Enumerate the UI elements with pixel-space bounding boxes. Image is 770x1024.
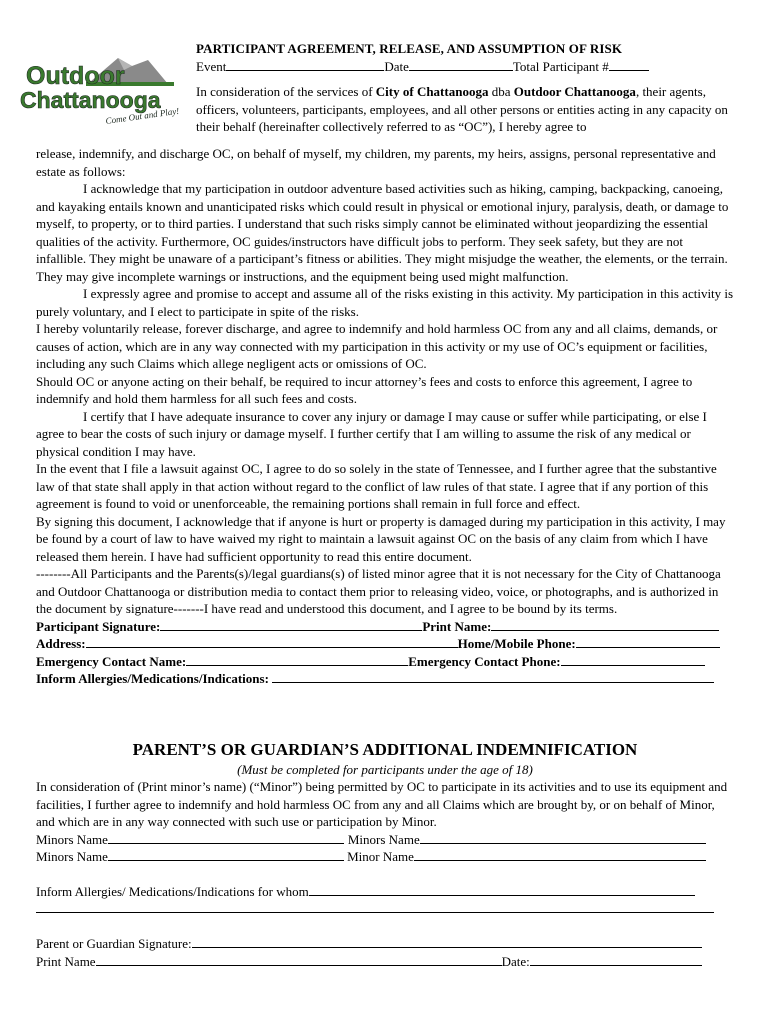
parent-signature-field[interactable] <box>192 935 702 948</box>
parent-signature-label: Parent or Guardian Signature: <box>36 936 192 951</box>
emergency-contact-phone-field[interactable] <box>561 653 705 666</box>
section2-allergies-extra-row <box>36 900 736 918</box>
lawsuit-paragraph: In the event that I file a lawsuit against OC, I agree to do so solely in the state of Tennessee, and I further agree that the substantive law of that state shall apply in that action without regard to the conflict of law rules of that state. I agree that if any portion of this agreement is found to void or unenforceable, the remaining portions shall remain in full force and effect. <box>36 461 717 511</box>
parent-print-name-label: Print Name <box>36 953 96 969</box>
section2-intro: In consideration of (Print minor’s name) (“Minor”) being permitted by OC to participate in its activities and to use its equipment and facilities, I further agree to indemnify and hold harmless OC from any and all Claims which are brought by, or on behalf of Minor, and which are in any way connected with such use or participation by Minor. <box>36 779 728 829</box>
attorney-fees-paragraph: Should OC or anyone acting on their behalf, be required to incur attorney’s fees and costs to enforce this agreement, I agree to indemnify and hold them harmless for all such fees and costs. <box>36 373 693 406</box>
oc-name: Outdoor Chattanooga <box>513 84 636 99</box>
event-field[interactable] <box>226 58 384 71</box>
allergies-row <box>36 670 736 688</box>
minors-name-field-3[interactable] <box>108 848 344 861</box>
minors-name-field-1[interactable] <box>108 831 344 844</box>
acknowledge-paragraph: I acknowledge that my participation in outdoor adventure based activities such as hiking, camping, backpacking, canoeing, and kayaking entails known and unanticipated risks which could result in physical or emotional injury, paralysis, death, or damage to myself, to property, or to third parties. I understand that such risks simply cannot be eliminated without jeopardizing the essential qualities of the activity. Furthermore, OC guides/instructors have difficult jobs to perform. They seek safety, but they are not infallible. They might be unaware of a participant’s fitness or abilities. They might misjudge the weather, the elements, or the terrain. They may give incomplete warnings or instructions, and the equipment being used might malfunction. <box>36 181 729 284</box>
section2-allergies-label: Inform Allergies/ Medications/Indications for whom <box>36 883 309 899</box>
allergies-field[interactable] <box>272 670 714 683</box>
section2-allergies-field-2[interactable] <box>36 900 714 913</box>
logo-word-chattanooga: Chattanooga <box>20 87 161 113</box>
address-row <box>36 635 736 653</box>
parent-print-name-field[interactable] <box>96 953 502 966</box>
header-block <box>196 40 736 136</box>
section2-allergies-row <box>36 883 736 901</box>
date-field[interactable] <box>409 58 513 71</box>
minors-row-2: Minors Name Minor Name <box>36 848 736 866</box>
emergency-contact-phone-label: Emergency Contact Phone: <box>408 653 561 669</box>
event-label: Event <box>196 58 227 74</box>
section2-subtitle: (Must be completed for participants under the age of 18) <box>237 762 533 777</box>
parent-date-field[interactable] <box>530 953 702 966</box>
allergies-label: Inform Allergies/Medications/Indications: <box>36 671 269 686</box>
section2-body <box>36 778 736 970</box>
print-name-label: Print Name: <box>422 618 492 634</box>
event-row <box>196 58 736 76</box>
city-name: City of Chattanooga <box>375 84 489 99</box>
date-label: Date <box>384 58 409 74</box>
parent-signature-row <box>36 935 736 953</box>
address-field[interactable] <box>86 635 458 648</box>
agreement-body <box>36 145 736 688</box>
logo-tagline: Come Out and Play! <box>104 105 180 126</box>
participant-signature-row <box>36 618 736 636</box>
emergency-contact-row <box>36 653 736 671</box>
participant-signature-field[interactable] <box>160 618 422 631</box>
home-mobile-phone-field[interactable] <box>576 635 720 648</box>
minors-row-1: Minors Name Minors Name <box>36 831 736 849</box>
expressly-paragraph: I expressly agree and promise to accept and assume all of the risks existing in this activity. My participation in this activity is purely voluntary, and I elect to participate in spite of the risks. <box>36 286 734 319</box>
section2-allergies-field[interactable] <box>309 883 695 896</box>
emergency-contact-name-label: Emergency Contact Name: <box>36 653 187 669</box>
home-mobile-phone-label: Home/Mobile Phone: <box>457 636 576 651</box>
release-paragraph: release, indemnify, and discharge OC, on behalf of myself, my children, my parents, my heirs, assigns, personal representative and estate as follows: <box>36 146 716 179</box>
print-name-field[interactable] <box>491 618 719 631</box>
parent-date-label: Date: <box>501 953 530 969</box>
insurance-paragraph: I certify that I have adequate insurance to cover any injury or damage I may cause or suffer while participating, or else I agree to bear the costs of such injury or damage myself. I further certify that I am willing to assume the risk of any medical or physical condition I may have. <box>36 408 707 459</box>
section2-title: PARENT’S OR GUARDIAN’S ADDITIONAL INDEMNIFICATION <box>132 740 638 759</box>
intro-paragraph: In consideration of the services of City of Chattanooga dba Outdoor Chattanooga, their agents, officers, volunteers, participants, employees, and all other persons or entities acting in any capacity on their behalf (hereinafter collectively referred to as “OC”), I hereby agree to <box>196 84 728 134</box>
media-release-paragraph: --------All Participants and the Parents(s)/legal guardians(s) of listed minor agree that it is not necessary for the City of Chattanooga and Outdoor Chattanooga or distribution media to contact them prior to releasing video, voice, or photographs, and is authorized in the document by signature-------I have read and understood this document, and I agree to be bound by its terms. <box>36 566 721 616</box>
outdoor-chattanooga-logo <box>20 52 180 132</box>
total-participant-field[interactable] <box>609 58 649 71</box>
parent-print-name-row <box>36 953 736 971</box>
minor-name-field-4[interactable] <box>414 848 706 861</box>
document-title: PARTICIPANT AGREEMENT, RELEASE, AND ASSUMPTION OF RISK <box>196 41 623 56</box>
logo-word-outdoor: Outdoor <box>26 62 125 90</box>
voluntarily-paragraph: I hereby voluntarily release, forever discharge, and agree to indemnify and hold harmless OC from any and all claims, demands, or causes of action, which are in any way connected with my participation in this activity or my use of OC’s equipment or facilities, including any such Claims which allege negligent acts or omissions of OC. <box>36 321 718 371</box>
address-label: Address: <box>36 636 86 651</box>
participant-signature-label: Participant Signature: <box>36 618 161 634</box>
total-participant-label: Total Participant # <box>512 58 609 74</box>
minors-name-field-2[interactable] <box>420 831 706 844</box>
signing-paragraph: By signing this document, I acknowledge that if anyone is hurt or property is damaged during my participation in this activity, I may be found by a court of law to have waived my right to maintain a lawsuit against OC on the basis of any claim from which I have released them herein. I have had sufficient opportunity to read this entire document. <box>36 513 726 564</box>
emergency-contact-name-field[interactable] <box>186 653 408 666</box>
